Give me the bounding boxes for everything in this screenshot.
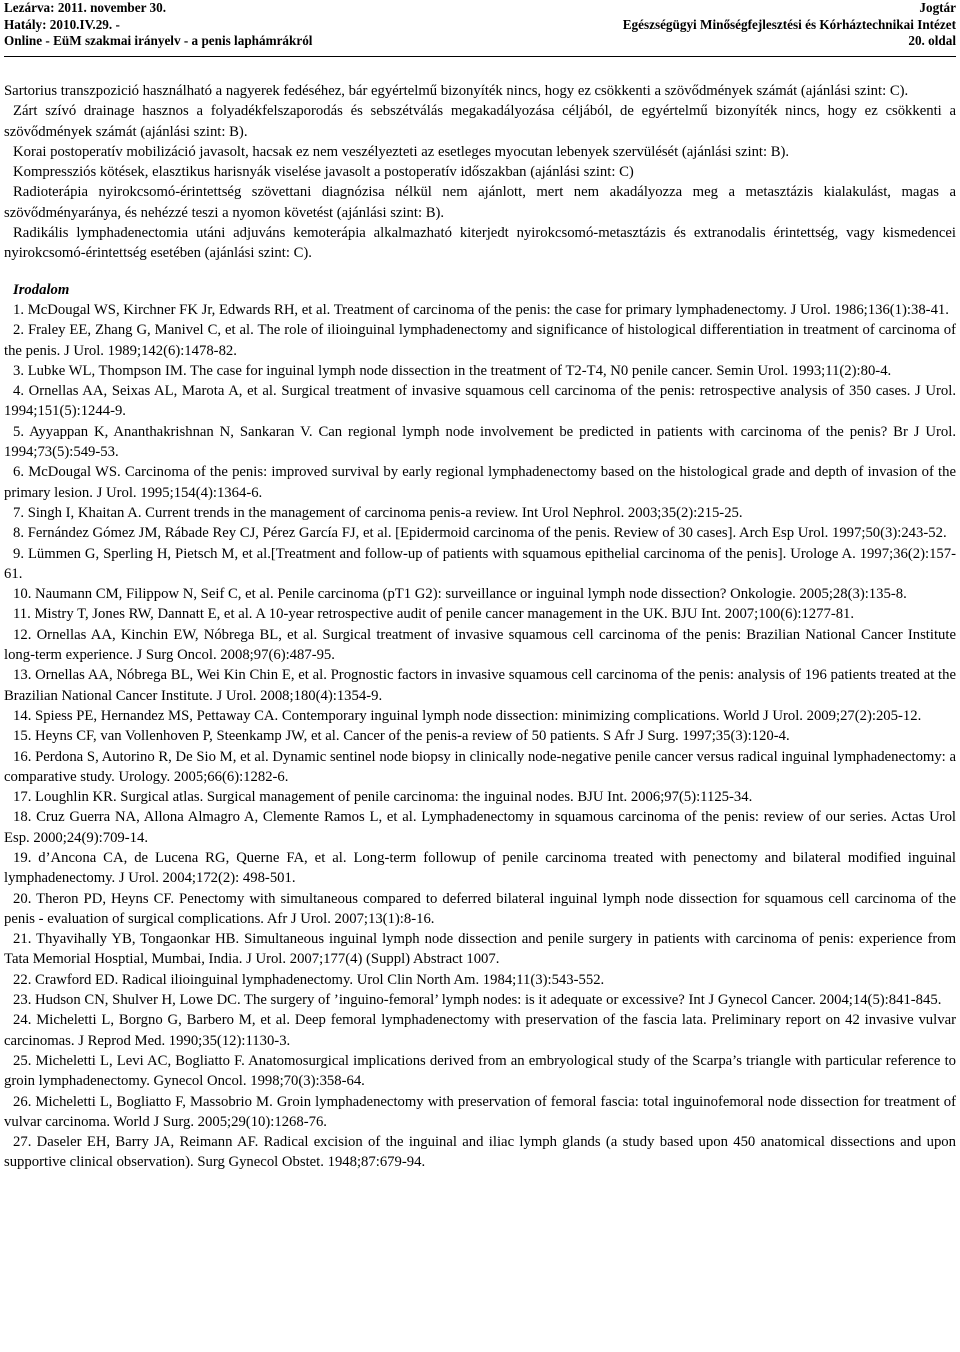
header-right — [623, 0, 956, 50]
reference-item: 2. Fraley EE, Zhang G, Manivel C, et al. The role of ilioinguinal lymphadenectomy and significance of histological differentiation in treatment of carcinoma of the penis. J Urol. 1989;142(6):1478-82. — [4, 322, 956, 359]
paragraph-mobilization: Korai postoperatív mobilizáció javasolt, hacsak ez nem veszélyezteti az esetleges myocutan lebenyek szervülését (ajánlási szint: B). — [13, 143, 790, 160]
header-page-number: 20. oldal — [908, 33, 956, 48]
reference-item: 15. Heyns CF, van Vollenhoven P, Steenkamp JW, et al. Cancer of the penis-a review of 50 patients. S Afr J Surg. 1997;35(3):120-4. — [13, 728, 790, 745]
header-source: Jogtár — [919, 0, 956, 15]
reference-item: 12. Ornellas AA, Kinchin EW, Nóbrega BL, et al. Surgical treatment of invasive squamous cell carcinoma of the penis: Brazilian National Cancer Institute long-term experience. J Surg Oncol. 2008;97(6):487-95. — [4, 626, 956, 664]
reference-item: 25. Micheletti L, Levi AC, Bogliatto F. Anatomosurgical implications derived from an embryological study of the Scarpa’s triangle with particular reference to groin lymphadenectomy. Gynecol Oncol. 1998;70(3):358-64. — [4, 1052, 956, 1090]
reference-item: 27. Daseler EH, Barry JA, Reimann AF. Radical excision of the inguinal and iliac lymph glands (a study based upon 450 anatomical dissections and upon supportive clinical observation). Surg Gynecol Obstet. 1948;87:679-94. — [4, 1134, 956, 1171]
header-divider — [4, 56, 956, 57]
reference-item: 20. Theron PD, Heyns CF. Penectomy with simultaneous compared to deferred bilateral inguinal lymph node dissection for squamous cell carcinoma of the penis - evaluation of surgical complications. Afr J Urol. 2007;13(1):8-16. — [4, 890, 956, 927]
paragraph-chemotherapy: Radikális lymphadenectomia utáni adjuváns kemoterápia alkalmazható kiterjedt nyirokcsomó-metasztázis és extranodalis érintettség, vagy kismedencei nyirokcsomó-érintettség esetében (ajánlási szint: C). — [4, 225, 956, 262]
header-left — [4, 0, 312, 50]
reference-item: 5. Ayyappan K, Ananthakrishnan N, Sankaran V. Can regional lymph node involvement be predicted in patients with carcinoma of the penis? Br J Urol. 1994;73(5):549-53. — [4, 423, 956, 461]
paragraph-drainage: Zárt szívó drainage hasznos a folyadékfelszaporodás és sebszétválás megakadályozása céljából, de egyértelmű bizonyíték nincs, hogy ez csökkenti a szövődmények számát (ajánlási szint: B). — [4, 103, 956, 140]
reference-item: 14. Spiess PE, Hernandez MS, Pettaway CA. Contemporary inguinal lymph node dissection: minimizing complications. World J Urol. 2009;27(2):205-12. — [13, 707, 922, 724]
paragraph-radiotherapy: Radioterápia nyirokcsomó-érintettség szövettani diagnózisa nélkül nem ajánlott, mert nem akadályozza meg a metasztázis kialakulást, magas a szövődményaránya, és nehézzé teszi a nyomon követést (ajánlási szint: B). — [4, 184, 956, 221]
reference-item: 13. Ornellas AA, Nóbrega BL, Wei Kin Chin E, et al. Prognostic factors in invasive squamous cell carcinoma of the penis: analysis of 196 patients treated at the Brazilian National Cancer Institute. J Urol. 2008;180(4):1354-9. — [4, 667, 956, 704]
paragraph-compression: Kompressziós kötések, elasztikus harisnyák viselése javasolt a postoperatív időszakban (ajánlási szint: C) — [13, 164, 634, 181]
reference-item: 6. McDougal WS. Carcinoma of the penis: improved survival by early regional lymphadenectomy based on the histological grade and depth of invasion of the primary lesion. J Urol. 1995;154(4):1364-6. — [4, 464, 956, 501]
paragraph-sartorius: Sartorius transzpozició használható a nagyerek fedéséhez, bár egyértelmű bizonyíték nincs, hogy ez csökkenti a szövődmények számát (ajánlási szint: C). — [4, 83, 909, 99]
reference-item: 17. Loughlin KR. Surgical atlas. Surgical management of penile carcinoma: the inguinal nodes. BJU Int. 2006;97(5):1125-34. — [13, 789, 753, 806]
reference-item: 21. Thyavihally YB, Tongaonkar HB. Simultaneous inguinal lymph node dissection and penile surgery in patients with carcinoma of penis: experience from Tata Memorial Hosptial, Mumbai, India. J Urol. 2007;177(4) (Suppl) Abstract 1007. — [4, 931, 956, 968]
header-document-title: Online - EüM szakmai irányelv - a penis laphámrákról — [4, 33, 313, 48]
reference-item: 11. Mistry T, Jones RW, Dannatt E, et al. A 10-year retrospective audit of penile cancer management in the UK. BJU Int. 2007;100(6):1277-81. — [13, 606, 855, 623]
reference-item: 19. d’Ancona CA, de Lucena RG, Querne FA, et al. Long-term followup of penile carcinoma treated with penectomy and bilateral modified inguinal lymphadenectomy. J Urol. 2004;172(2): 498-501. — [4, 849, 956, 887]
page-header — [4, 0, 956, 56]
reference-item: 1. McDougal WS, Kirchner FK Jr, Edwards RH, et al. Treatment of carcinoma of the penis: the case for primary lymphadenectomy. J Urol. 1986;136(1):38-41. — [13, 301, 949, 318]
reference-item: 18. Cruz Guerra NA, Allona Almagro A, Clemente Ramos L, et al. Lymphadenectomy in squamous carcinoma of the penis: review of our series. Actas Urol Esp. 2000;24(9):709-14. — [4, 809, 956, 846]
document-body — [4, 81, 956, 1173]
reference-item: 23. Hudson CN, Shulver H, Lowe DC. The surgery of ’inguino-femoral’ lymph nodes: is it adequate or excessive? Int J Gynecol Cancer. 2004;14(5):841-845. — [13, 992, 942, 1009]
reference-item: 9. Lümmen G, Sperling H, Pietsch M, et al.[Treatment and follow-up of patients with squamous epithelial carcinoma of the penis]. Urologe A. 1997;36(2):157-61. — [4, 545, 956, 582]
reference-item: 16. Perdona S, Autorino R, De Sio M, et al. Dynamic sentinel node biopsy in clinically node-negative penile cancer versus radical inguinal lymphadenectomy: a comparative study. Urology. 2005;66(6):1282-6. — [4, 748, 956, 785]
reference-item: 10. Naumann CM, Filippow N, Seif C, et al. Penile carcinoma (pT1 G2): surveillance or inguinal lymph node dissection? Onkologie. 2005;28(3):135-8. — [13, 586, 907, 603]
reference-item: 22. Crawford ED. Radical ilioinguinal lymphadenectomy. Urol Clin North Am. 1984;11(3):543-552. — [13, 971, 605, 988]
header-closed-date: Lezárva: 2011. november 30. — [4, 0, 167, 15]
reference-item: 3. Lubke WL, Thompson IM. The case for inguinal lymph node dissection in the treatment of T2-T4, N0 penile cancer. Semin Urol. 1993;11(2):80-4. — [13, 362, 892, 379]
reference-item: 7. Singh I, Khaitan A. Current trends in the management of carcinoma penis-a review. Int Urol Nephrol. 2003;35(2):215-25. — [13, 504, 743, 521]
references-heading: Irodalom — [13, 281, 70, 298]
reference-item: 4. Ornellas AA, Seixas AL, Marota A, et al. Surgical treatment of invasive squamous cell carcinoma of the penis: retrospective analysis of 350 cases. J Urol. 1994;151(5):1244-9. — [4, 383, 956, 420]
header-institute: Egészségügyi Minőségfejlesztési és Kórháztechnikai Intézet — [622, 16, 956, 32]
reference-item: 8. Fernández Gómez JM, Rábade Rey CJ, Pérez García FJ, et al. [Epidermoid carcinoma of the penis. Review of 30 cases]. Arch Esp Urol. 1997;50(3):243-52. — [13, 525, 947, 542]
references-list — [4, 300, 956, 1173]
reference-item: 24. Micheletti L, Borgno G, Barbero M, et al. Deep femoral lymphadenectomy with preservation of the fascia lata. Preliminary report on 42 invasive vulvar carcinomas. J Reprod Med. 1990;35(12):1130-3. — [4, 1012, 956, 1049]
header-validity: Hatály: 2010.IV.29. - — [4, 16, 120, 32]
reference-item: 26. Micheletti L, Bogliatto F, Massobrio M. Groin lymphadenectomy with preservation of femoral fascia: total inguinofemoral node dissection for treatment of vulvar carcinoma. World J Surg. 2005;29(10):1268-76. — [4, 1093, 956, 1130]
